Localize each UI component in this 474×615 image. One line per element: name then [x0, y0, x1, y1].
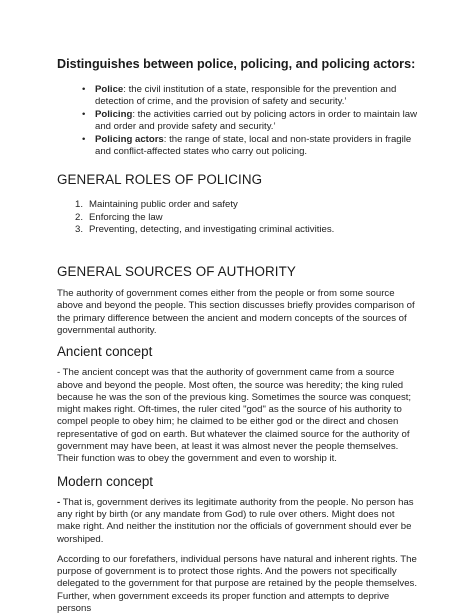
ancient-text: - The ancient concept was that the authority of government came from a source above and beyond the people. Most often, the source was heredity; the king ruled because he was the son of the previous king. Sometimes the source was conquest; might makes right. Oft-times, the ruler cited "god" as the source of his authority to compel people to obey him; he claimed to be either god or the direct and chosen representative of god on earth. But whatever the claimed source for the authority of government may have been, at least it was almost never the people themselves. Their function was to obey the government and even to worship it. [57, 367, 412, 465]
term-label: Police [95, 84, 124, 95]
list-item [75, 211, 419, 224]
term-label: Policing [95, 108, 133, 120]
list-text: Preventing, detecting, and investigating criminal activities. [89, 223, 335, 235]
list-number: 1. [75, 199, 84, 211]
bullet-icon: • [82, 133, 86, 145]
distinguish-heading: Distinguishes between police, policing, and policing actors: [57, 57, 416, 71]
term-definition: : the activities carried out by policing actors in order to maintain law and order and provide safety and security.’ [95, 108, 418, 133]
distinguish-list [57, 84, 419, 158]
modern-text-2: According to our forefathers, individual persons have natural and inherent rights. The purpose of government is to protect those rights. And the powers not specifically delegated to the government for that purpose are retained by the people themselves. Further, when government exceeds its proper function and attempts to deprive persons [57, 553, 417, 614]
modern-text-body: That is, government derives its legitimate authority from the people. No person has any right by birth (or any mandate from God) to rule over others. Might does not make right. And neither the institution nor the officials of government should ever be worshiped. [57, 496, 414, 545]
modern-dash: - [57, 496, 61, 508]
list-item [82, 133, 419, 159]
bullet-icon: • [82, 84, 86, 95]
authority-intro: The authority of government comes either from the people or from some source above and beyond the people. This section discusses briefly provides comparison of the primary difference between the ancient and modern concepts of the sources of governmental authority. [57, 288, 415, 336]
term-definition: : the range of state, local and non-state providers in fragile and conflict-affected states who carry out policing. [95, 133, 412, 158]
list-item [82, 84, 419, 109]
list-item [75, 199, 419, 211]
list-item [82, 108, 419, 134]
modern-text [57, 497, 419, 546]
modern-heading: Modern concept [57, 473, 154, 489]
roles-list [57, 199, 419, 236]
list-item [75, 223, 419, 236]
roles-heading: GENERAL ROLES OF POLICING [57, 172, 263, 188]
list-text: Maintaining public order and safety [89, 199, 238, 211]
bullet-icon: • [82, 108, 86, 120]
term-label: Policing actors [95, 133, 164, 145]
list-number: 3. [75, 223, 84, 235]
document-content [57, 56, 419, 615]
ancient-heading: Ancient concept [57, 344, 153, 360]
list-number: 2. [75, 211, 84, 223]
authority-heading: GENERAL SOURCES OF AUTHORITY [57, 264, 296, 280]
list-text: Enforcing the law [89, 211, 163, 223]
term-definition: : the civil institution of a state, responsible for the prevention and detection of crime, and the provision of safety and security.’ [95, 84, 397, 108]
